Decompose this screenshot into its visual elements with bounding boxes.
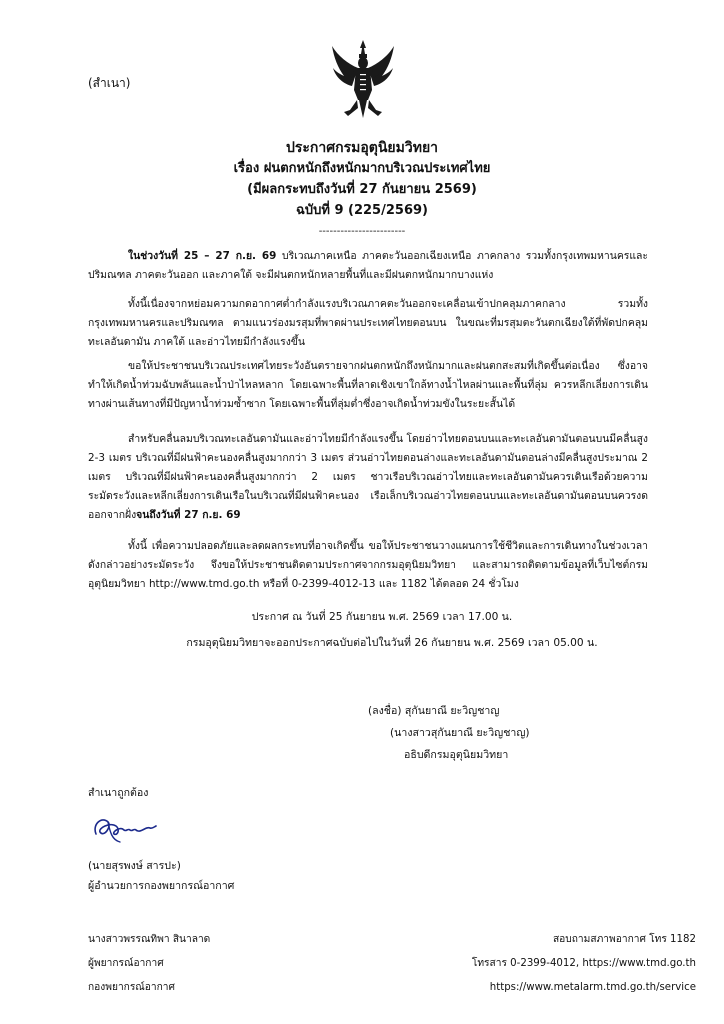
- paragraph-forecast: [88, 247, 648, 285]
- paragraph-advice: ทั้งนี้ เพื่อความปลอดภัยและลดผลกระทบที่อาจเกิดขึ้น ขอให้ประชาชนวางแผนการใช้ชีวิตและการเดินทางในช่วงเวลาดังกล่าวอย่างระมัดระวัง จึงขอให้ประชาชนติดตามประกาศจากกรมอุตุนิยมวิทยา และสามารถติดตามข้อมูลที่เว็บไซต์กรมอุตุนิยมวิทยา http://www.tmd.go.th หรือที่ 0-2399-4012-13 และ 1182 ได้ตลอด 24 ชั่วโมง: [88, 540, 648, 590]
- handwritten-signature: [90, 808, 160, 848]
- separator-line: ------------------------: [318, 226, 406, 237]
- footer-service-url[interactable]: https://www.metalarm.tmd.go.th/service: [489, 982, 696, 993]
- forecast-period: ในช่วงวันที่ 25 – 27 ก.ย. 69: [128, 250, 277, 262]
- footer-contact: [472, 928, 696, 1000]
- certifier-position: ผู้อำนวยการกองพยากรณ์อากาศ: [88, 880, 235, 892]
- footer-fax-website: โทรสาร 0-2399-4012, https://www.tmd.go.th: [471, 958, 696, 969]
- paragraph-marine: [88, 430, 648, 525]
- certifier-block: [88, 856, 234, 896]
- signature-block: [368, 700, 530, 766]
- marine-text: สำหรับคลื่นลมบริเวณทะเลอันดามันและอ่าวไทยมีกำลังแรงขึ้น โดยอ่าวไทยตอนบนและทะเลอันดามันตอนบนมีคลื่นสูง 2-3 เมตร บริเวณที่มีฝนฟ้าคะนองคลื่นสูงมากกว่า 3 เมตร ส่วนอ่าวไทยตอนล่างและทะเลอันดามันตอนล่างมีคลื่นสูงประมาณ 2 เมตร บริเวณที่มีฝนฟ้าคะนองคลื่นสูงมากกว่า 2 เมตร ชาวเรือบริเวณอ่าวไทยและทะเลอันดามันควรเดินเรือด้วยความระมัดระวังและหลีกเลี่ยงการเดินเรือในบริเวณที่มีฝนฟ้าคะนอง เรือเล็กบริเวณอ่าวไทยตอนบนและทะเลอันดามันตอนบนควรงดออกจากฝั่ง: [88, 433, 648, 521]
- signer-full-name: (นางสาวสุกันยาณี ยะวิญชาญ): [390, 727, 530, 739]
- effective-period: (มีผลกระทบถึงวันที่ 27 กันยายน 2569): [247, 182, 477, 197]
- issue-number: ฉบับที่ 9 (225/2569): [296, 203, 428, 218]
- footer-forecaster: [88, 928, 210, 1000]
- footer-left-line: กองพยากรณ์อากาศ: [88, 982, 175, 993]
- document-title: ประกาศกรมอุตุนิยมวิทยา: [285, 140, 439, 156]
- announcement-date: ประกาศ ณ วันที่ 25 กันยายน พ.ศ. 2569 เวลา 17.00 น.: [251, 611, 513, 623]
- next-issue-notice: กรมอุตุนิยมวิทยาจะออกประกาศฉบับต่อไปในวันที่ 26 กันยายน พ.ศ. 2569 เวลา 05.00 น.: [186, 637, 598, 649]
- paragraph-cause: ทั้งนี้เนื่องจากหย่อมความกดอากาศต่ำกำลังแรงบริเวณภาคตะวันออกจะเคลื่อนเข้าปกคลุมภาคกลาง รวมทั้งกรุงเทพมหานครและปริมณฑล ตามแนวร่องมรสุมที่พาดผ่านประเทศไทยตอนบน ในขณะที่มรสุมตะวันตกเฉียงใต้ที่พัดปกคลุมทะเลอันดามัน ภาคใต้ และอ่าวไทยมีกำลังแรงขึ้น: [88, 298, 648, 348]
- footer-left-line: ผู้พยากรณ์อากาศ: [88, 958, 164, 969]
- footer-left-line: นางสาวพรรณทิพา สินาลาด: [88, 934, 211, 945]
- certified-copy-label: สำเนาถูกต้อง: [88, 787, 149, 799]
- footer-hotline: สอบถามสภาพอากาศ โทร 1182: [552, 934, 696, 945]
- copy-label: (สำเนา): [88, 76, 131, 90]
- signed-line: (ลงชื่อ) สุกันยาณี ยะวิญชาญ: [368, 705, 500, 717]
- marine-deadline: จนถึงวันที่ 27 ก.ย. 69: [136, 509, 241, 521]
- certifier-name: (นายสุรพงษ์ สารปะ): [88, 860, 181, 872]
- paragraph-warning: ขอให้ประชาชนบริเวณประเทศไทยระวังอันตรายจากฝนตกหนักถึงหนักมากและฝนตกสะสมที่เกิดขึ้นต่อเนื่อง ซึ่งอาจทำให้เกิดน้ำท่วมฉับพลันและน้ำป่าไหลหลาก โดยเฉพาะพื้นที่ลาดเชิงเขาใกล้ทางน้ำไหลผ่านและพื้นที่ลุ่ม ควรหลีกเลี่ยงการเดินทางผ่านเส้นทางที่มีปัญหาน้ำท่วมซ้ำซาก โดยเฉพาะพื้นที่ลุ่มต่ำซึ่งอาจเกิดน้ำท่วมขังในระยะสั้นได้: [88, 360, 648, 410]
- signer-position: อธิบดีกรมอุตุนิยมวิทยา: [404, 749, 509, 761]
- garuda-emblem: [330, 38, 396, 120]
- forecast-text: บริเวณภาคเหนือ ภาคตะวันออกเฉียงเหนือ ภาคกลาง รวมทั้งกรุงเทพมหานครและปริมณฑล ภาคตะวันออก และภาคใต้ จะมีฝนตกหนักหลายพื้นที่และมีฝนตกหนักมากบางแห่ง: [88, 250, 649, 281]
- document-subject: เรื่อง ฝนตกหนักถึงหนักมากบริเวณประเทศไทย: [233, 161, 491, 176]
